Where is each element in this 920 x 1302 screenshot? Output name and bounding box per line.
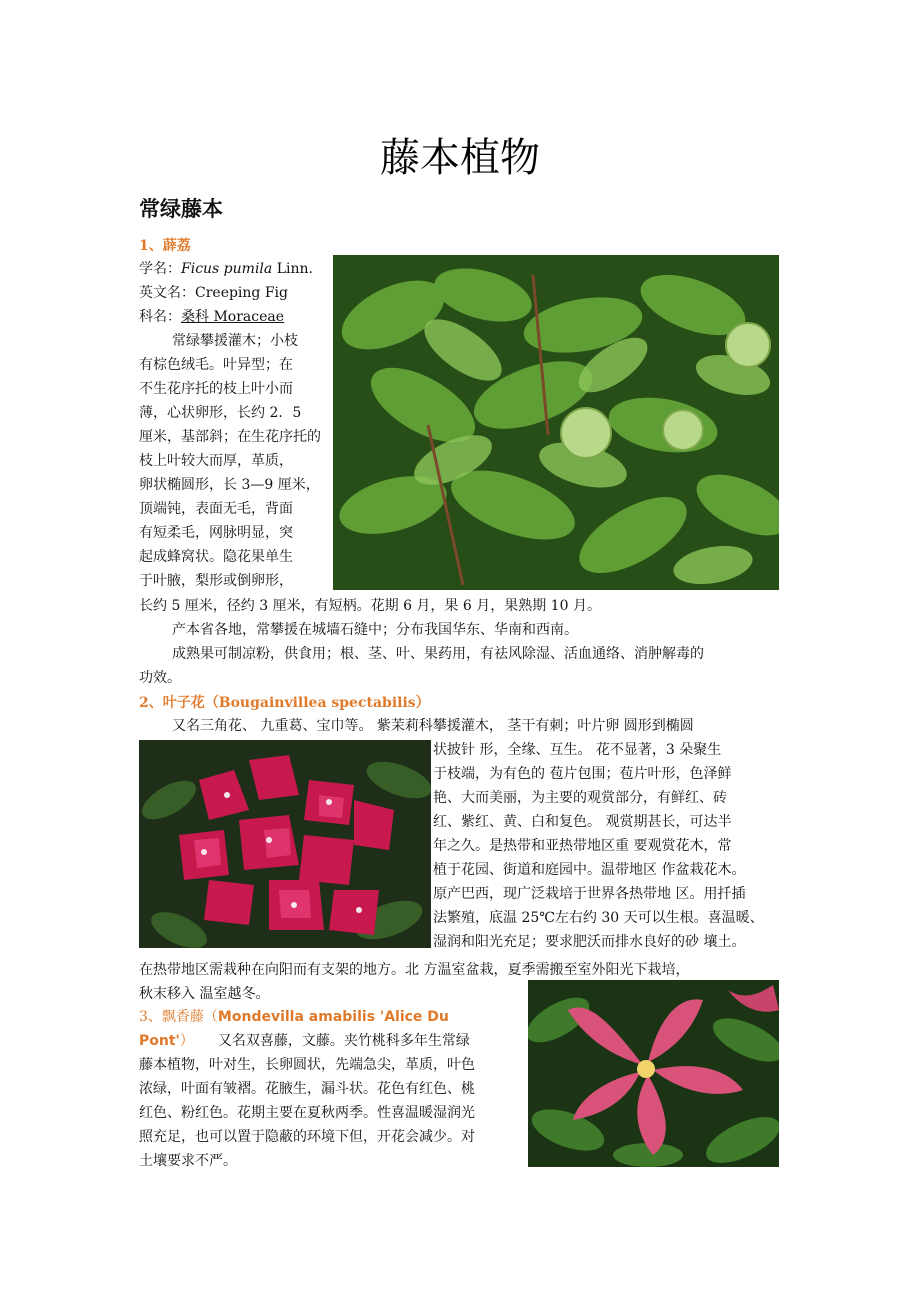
text-line: 有棕色绒毛。叶异型；在 <box>139 357 293 373</box>
item-3-text <box>139 1005 519 1173</box>
text-line: 法繁殖，底温 25℃左右约 30 天可以生根。喜温暖、 <box>433 910 764 926</box>
text-line: 原产巴西，现广泛栽培于世界各热带地 区。用扦插 <box>433 886 746 902</box>
item-1-distribution: 产本省各地，常攀援在城墙石缝中；分布我国华东、华南和西南。 <box>172 622 578 638</box>
text-line: 常绿攀援灌木；小枝 <box>172 333 298 349</box>
item-2-text-line: 秋末移入 温室越冬。 <box>139 986 270 1002</box>
heading-cn: 3、飘香藤（ <box>139 1009 218 1025</box>
text-line: 厘米，基部斜；在生花序托的 <box>139 429 321 445</box>
section-heading: 常绿藤本 <box>139 197 223 221</box>
item-1-heading: 1、薜荔 <box>139 238 191 254</box>
mandevilla-photo <box>528 980 779 1167</box>
item-2-heading: 2、叶子花（Bougainvillea spectabilis） <box>139 695 430 711</box>
value: Creeping Fig <box>195 285 288 301</box>
item-1-text-line: 长约 5 厘米，径约 3 厘米，有短柄。花期 6 月，果 6 月，果熟期 10 月。 <box>139 598 601 614</box>
item-2-lead: 又名三角花、 九重葛、宝巾等。 紫茉莉科攀援灌木， 茎干有刺；叶片卵 圆形到椭圆 <box>172 718 694 734</box>
text-line: 起成蜂窝状。隐花果单生 <box>139 549 293 565</box>
item-1-scientific-name <box>139 257 313 281</box>
heading-close: ） <box>179 1033 194 1049</box>
text-line: 不生花序托的枝上叶小而 <box>139 381 293 397</box>
text-line: 年之久。是热带和亚热带地区重 要观赏花木，常 <box>433 838 732 854</box>
item-1-english-name <box>139 281 288 305</box>
text-line: 于叶腋，梨形或倒卵形， <box>139 573 293 589</box>
text-line: 卵状椭圆形，长 3—9 厘米， <box>139 477 320 493</box>
item-1-family <box>139 305 284 329</box>
item-2-description <box>433 738 783 954</box>
text-line: 红、紫红、黄、白和复色。 观赏期甚长，可达半 <box>433 814 732 830</box>
text-line: 于枝端，为有色的 苞片包围；苞片叶形，色泽鲜 <box>433 766 732 782</box>
creeping-fig-photo <box>333 255 779 590</box>
text-line: 艳、大而美丽，为主要的观赏部分，有鲜红、砖 <box>433 790 727 806</box>
heading-latin: Mondevilla amabilis 'Alice Du <box>217 1009 449 1025</box>
item-3-heading <box>139 1005 519 1029</box>
label: 科名： <box>139 309 181 325</box>
latin-name: Ficus pumila <box>181 261 273 277</box>
page-title: 藤本植物 <box>380 135 540 181</box>
text-line: 照充足，也可以置于隐蔽的环境下但，开花会减少。对 <box>139 1129 475 1145</box>
label: 学名： <box>139 261 181 277</box>
text-line: 藤本植物，叶对生，长卵圆状，先端急尖，革质，叶色 <box>139 1057 475 1073</box>
text-line: 又名双喜藤，文藤。夹竹桃科多年生常绿 <box>217 1033 470 1049</box>
bougainvillea-photo <box>139 740 431 948</box>
text-line: 植于花园、街道和庭园中。温带地区 作盆栽花木。 <box>433 862 746 878</box>
text-line: 红色、粉红色。花期主要在夏秋两季。性喜温暖湿润光 <box>139 1105 475 1121</box>
value: 桑科 Moraceae <box>181 309 285 325</box>
item-3-heading-cont <box>139 1029 519 1053</box>
text-line: 有短柔毛，网脉明显，突 <box>139 525 293 541</box>
author: Linn. <box>272 261 313 277</box>
text-line: 状披针 形，全缘、互生。 花不显著，3 朵聚生 <box>433 742 722 758</box>
text-line: 浓绿，叶面有皱褶。花腋生，漏斗状。花色有红色、桃 <box>139 1081 475 1097</box>
text-line: 枝上叶较大而厚，革质， <box>139 453 293 469</box>
text-line: 土壤要求不严。 <box>139 1153 237 1169</box>
item-1-description <box>139 329 324 593</box>
item-1-text-line: 功效。 <box>139 670 181 686</box>
text-line: 薄，心状卵形，长约 2．5 <box>139 405 302 421</box>
item-2-text-line: 在热带地区需栽种在向阳而有支架的地方。北 方温室盆栽，夏季需搬至室外阳光下栽培， <box>139 962 690 978</box>
label: 英文名： <box>139 285 195 301</box>
item-1-uses: 成熟果可制凉粉，供食用；根、茎、叶、果药用，有祛风除湿、活血通络、消肿解毒的 <box>172 646 704 662</box>
heading-latin: Pont' <box>139 1033 180 1049</box>
text-line: 湿润和阳光充足；要求肥沃而排水良好的砂 壤土。 <box>433 934 746 950</box>
text-line: 顶端钝，表面无毛，背面 <box>139 501 293 517</box>
